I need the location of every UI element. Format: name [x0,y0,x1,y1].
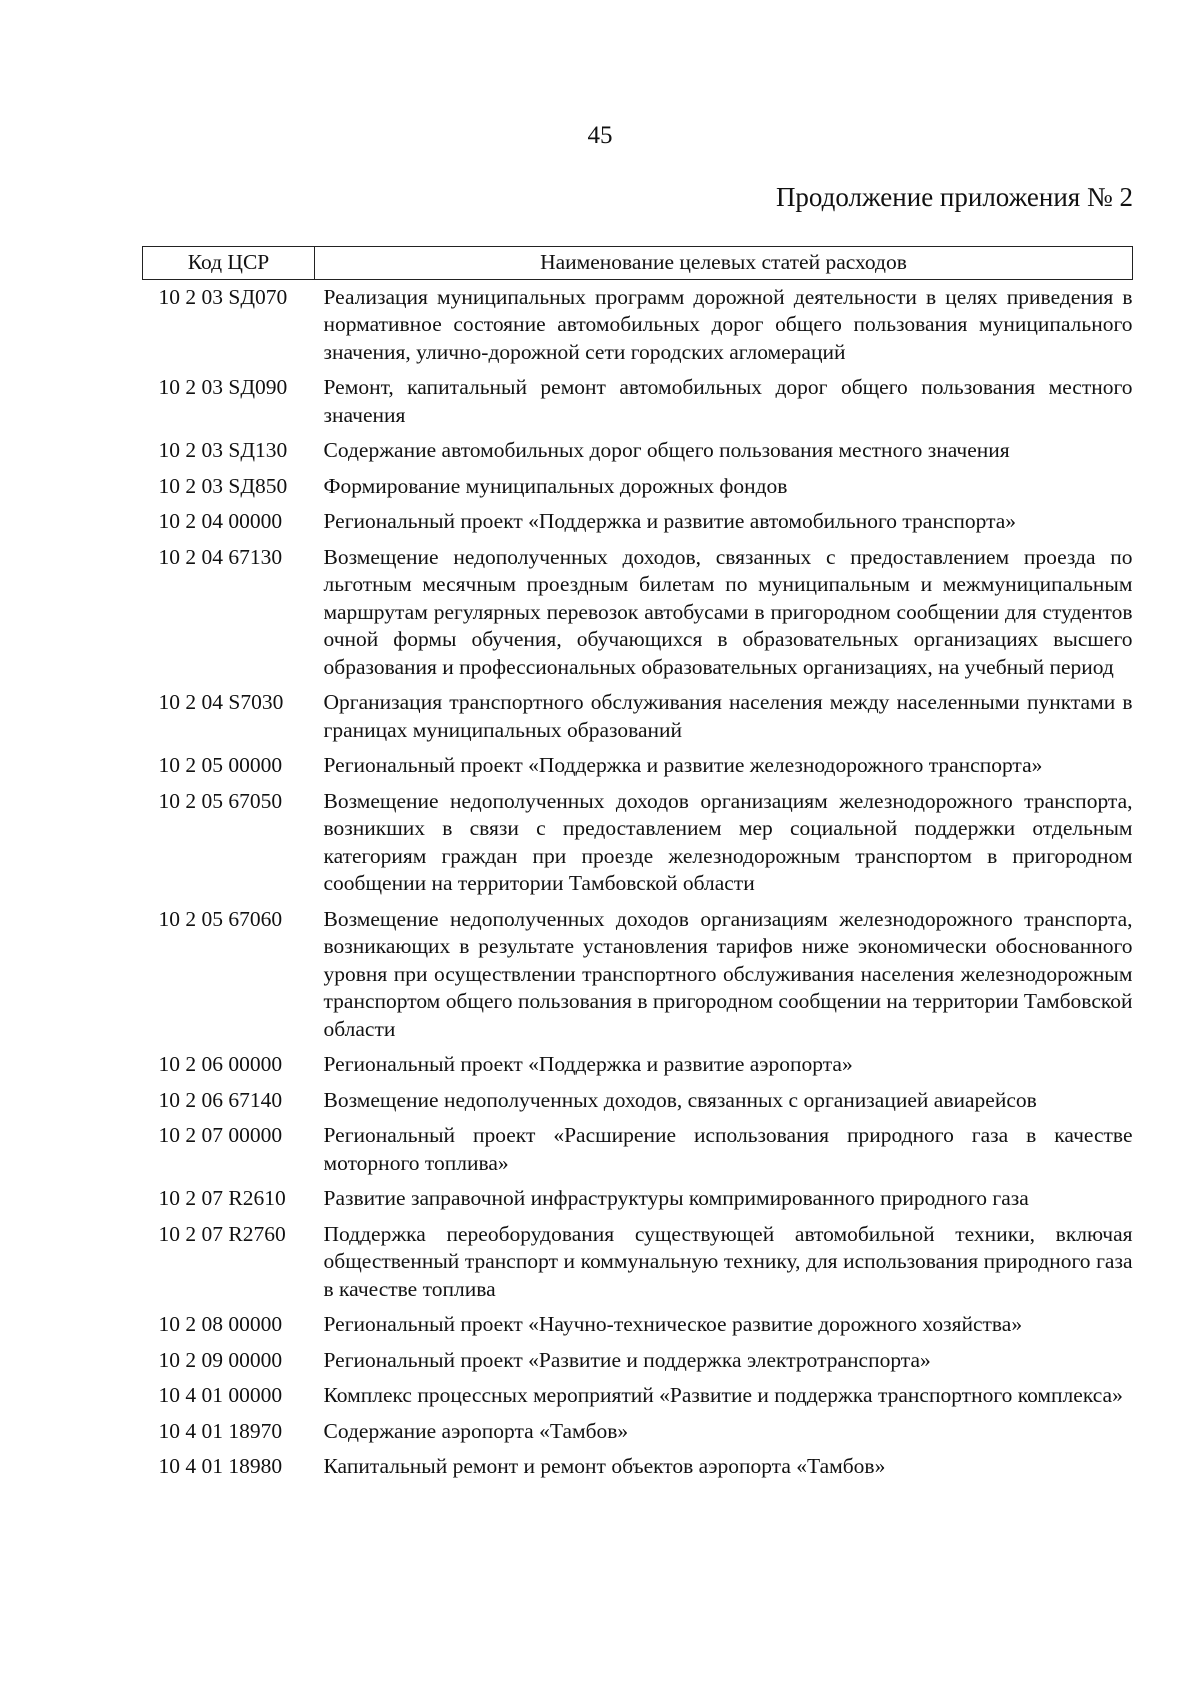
row-name: Реализация муниципальных программ дорожной деятельности в целях приведения в нормативное состояние автомобильных дорог общего пользования муниципального значения, улично-дорожной сети городских агломераций [323,284,1133,364]
row-name: Возмещение недополученных доходов организациям железнодорожного транспорта, возникших в связи с предоставлением мер социальной поддержки отдельным категориям граждан при проезде железнодорожным транспортом в пригородном сообщении на территории Тамбовской области [323,788,1133,895]
row-code: 10 2 09 00000 [158,1347,283,1372]
table-row [143,1181,1133,1217]
row-name: Организация транспортного обслуживания населения между населенными пунктами в границах муниципальных образований [323,690,1133,742]
row-name: Ремонт, капитальный ремонт автомобильных дорог общего пользования местного значения [323,375,1133,427]
row-name: Поддержка переоборудования существующей автомобильной техники, включая общественный транспорт и коммунальную технику, для использования природного газа в качестве топлива [323,1221,1133,1301]
row-code: 10 2 05 00000 [158,753,283,777]
row-name: Региональный проект «Развитие и поддержка электротранспорта» [323,1347,931,1372]
appendix-title: Продолжение приложения № 2 [775,182,1133,212]
table-row [143,1343,1133,1379]
row-code: 10 2 03 SД850 [158,473,288,498]
row-code: 10 2 03 SД090 [158,375,288,399]
page-number: 45 [587,122,613,149]
row-name: Комплекс процессных мероприятий «Развитие и поддержка транспортного комплекса» [323,1383,1123,1407]
row-name: Формирование муниципальных дорожных фондов [323,473,788,498]
row-name: Развитие заправочной инфраструктуры компримированного природного газа [323,1186,1029,1210]
row-code: 10 2 05 67050 [158,788,283,813]
table-row [143,1047,1133,1083]
row-name: Содержание автомобильных дорог общего пользования местного значения [323,438,1010,462]
row-code: 10 2 04 67130 [158,544,283,569]
row-code: 10 2 07 R2760 [158,1221,286,1246]
table-row [143,433,1133,469]
row-code: 10 4 01 00000 [158,1383,283,1407]
budget-codes-table [142,246,1133,1485]
row-code: 10 2 06 67140 [158,1087,283,1112]
table-row [143,1217,1133,1308]
row-name: Региональный проект «Поддержка и развитие железнодорожного транспорта» [323,753,1043,777]
row-name: Возмещение недополученных доходов, связанных с предоставлением проезда по льготным месячным проездным билетам по муниципальным и межмуниципальным маршрутам регулярных перевозок автобусами в пригородном сообщении для студентов очной формы обучения, обучающихся в образовательных организациях высшего образования и профессиональных образовательных организациях, на учебный период [323,544,1133,679]
row-code: 10 2 06 00000 [158,1052,283,1076]
row-code: 10 2 07 00000 [158,1123,283,1147]
row-code: 10 2 08 00000 [158,1312,283,1336]
table-row [143,685,1133,748]
table-row [143,1449,1133,1485]
table-row [143,504,1133,540]
table-row [143,1307,1133,1343]
row-name: Региональный проект «Поддержка и развитие автомобильного транспорта» [323,509,1017,533]
row-name: Возмещение недополученных доходов организациям железнодорожного транспорта, возникающих в результате установления тарифов ниже экономически обоснованного уровня при осуществлении транспортного обслуживания населения железнодорожным транспортом общего пользования в пригородном сообщении на территории Тамбовской области [323,906,1133,1041]
row-code: 10 4 01 18970 [158,1418,283,1443]
header-code: Код ЦСР [143,247,315,280]
table-row [143,540,1133,686]
row-code: 10 2 04 S7030 [158,690,284,714]
row-code: 10 2 03 SД130 [158,438,288,462]
row-code: 10 4 01 18980 [158,1454,283,1478]
table-row [143,279,1133,370]
row-name: Региональный проект «Расширение использования природного газа в качестве моторного топлива» [323,1123,1133,1175]
row-name: Возмещение недополученных доходов, связанных с организацией авиарейсов [323,1087,1037,1112]
table-header-row [143,247,1133,280]
header-name: Наименование целевых статей расходов [315,247,1133,280]
table-row [143,1378,1133,1414]
row-name: Региональный проект «Поддержка и развитие аэропорта» [323,1052,853,1076]
row-name: Содержание аэропорта «Тамбов» [323,1418,629,1443]
table-row [143,748,1133,784]
table-row [143,469,1133,505]
row-code: 10 2 05 67060 [158,906,283,931]
row-code: 10 2 03 SД070 [158,284,288,309]
table-row [143,370,1133,433]
table-row [143,784,1133,902]
table-row [143,1118,1133,1181]
row-name: Региональный проект «Научно-техническое развитие дорожного хозяйства» [323,1312,1023,1336]
table-row [143,1083,1133,1119]
table-row [143,1414,1133,1450]
table-row [143,902,1133,1048]
row-name: Капитальный ремонт и ремонт объектов аэропорта «Тамбов» [323,1454,886,1478]
row-code: 10 2 07 R2610 [158,1186,286,1210]
row-code: 10 2 04 00000 [158,509,283,533]
